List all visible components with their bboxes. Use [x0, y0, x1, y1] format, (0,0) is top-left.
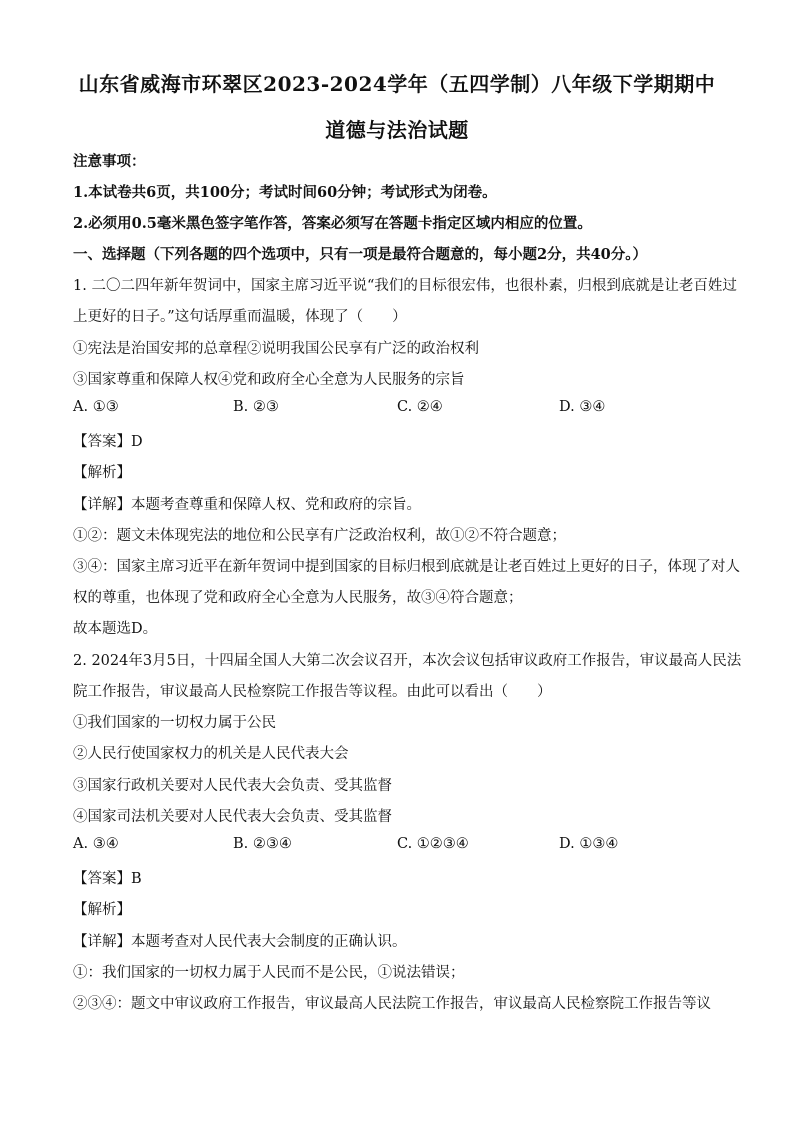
q1-choice-b: B. ②③ [233, 399, 279, 415]
q1-conclusion: 故本题选D。 [73, 621, 158, 637]
exam-title-line2: 道德与法治试题 [325, 118, 469, 142]
q1-detail-line3: 权的尊重，也体现了党和政府全心全意为人民服务，故③④符合题意； [73, 590, 523, 606]
q2-statement-3: ③国家行政机关要对人民代表大会负责、受其监督 [73, 778, 392, 794]
q1-analysis-label: 【解析】 [73, 465, 131, 481]
exam-title-line1: 山东省威海市环翠区2023-2024学年（五四学制）八年级下学期期中 [78, 72, 716, 96]
q1-choice-d: D. ③④ [559, 399, 606, 415]
q1-detail-line2: ③④：国家主席习近平在新年贺词中提到国家的目标归根到底就是让老百姓过上更好的日子，体现了对人 [73, 559, 740, 575]
section-heading-choice: 一、选择题（下列各题的四个选项中，只有一项是最符合题意的，每小题2分，共40分。） [73, 246, 648, 263]
q1-statements-line2: ③国家尊重和保障人权④党和政府全心全意为人民服务的宗旨 [73, 372, 465, 388]
q2-detail-line1: ①：我们国家的一切权力属于人民而不是公民，①说法错误； [73, 965, 465, 981]
q1-detail-line1: ①②：题文未体现宪法的地位和公民享有广泛政治权利，故①②不符合题意； [73, 528, 566, 544]
q2-choice-d: D. ①③④ [559, 836, 619, 852]
q2-analysis-label: 【解析】 [73, 902, 131, 918]
q1-stem-line2: 上更好的日子。”这句话厚重而温暖，体现了（ ） [73, 309, 407, 325]
q1-choice-a: A. ①③ [73, 399, 119, 415]
q1-statements-line1: ①宪法是治国安邦的总章程②说明我国公民享有广泛的政治权利 [73, 341, 479, 357]
notes-item-2: 2.必须用0.5毫米黑色签字笔作答，答案必须写在答题卡指定区域内相应的位置。 [73, 215, 592, 232]
q2-choice-b: B. ②③④ [233, 836, 292, 852]
q2-detail: 【详解】本题考查对人民代表大会制度的正确认识。 [73, 934, 407, 950]
q1-detail: 【详解】本题考查尊重和保障人权、党和政府的宗旨。 [73, 497, 421, 513]
q2-stem-line1: 2. 2024年3月5日，十四届全国人大第二次会议召开，本次会议包括审议政府工作报告，审议最高人民法 [73, 653, 742, 669]
q2-statement-4: ④国家司法机关要对人民代表大会负责、受其监督 [73, 809, 392, 825]
q1-choice-c: C. ②④ [397, 399, 443, 415]
q2-choice-a: A. ③④ [73, 836, 119, 852]
q1-answer: 【答案】D [73, 434, 143, 450]
notes-item-1: 1.本试卷共6页，共100分；考试时间60分钟；考试形式为闭卷。 [73, 184, 497, 201]
q2-answer: 【答案】B [73, 871, 142, 887]
q2-statement-1: ①我们国家的一切权力属于公民 [73, 715, 276, 731]
q1-stem-line1: 1. 二〇二四年新年贺词中，国家主席习近平说“我们的目标很宏伟，也很朴素，归根到底就是让老百姓过 [73, 278, 737, 294]
notes-heading: 注意事项： [73, 153, 146, 170]
q2-statement-2: ②人民行使国家权力的机关是人民代表大会 [73, 746, 349, 762]
q2-stem-line2: 院工作报告，审议最高人民检察院工作报告等议程。由此可以看出（ ） [73, 684, 552, 700]
q2-detail-line2: ②③④：题文中审议政府工作报告，审议最高人民法院工作报告，审议最高人民检察院工作报告等议 [73, 996, 711, 1012]
q2-choice-c: C. ①②③④ [397, 836, 469, 852]
